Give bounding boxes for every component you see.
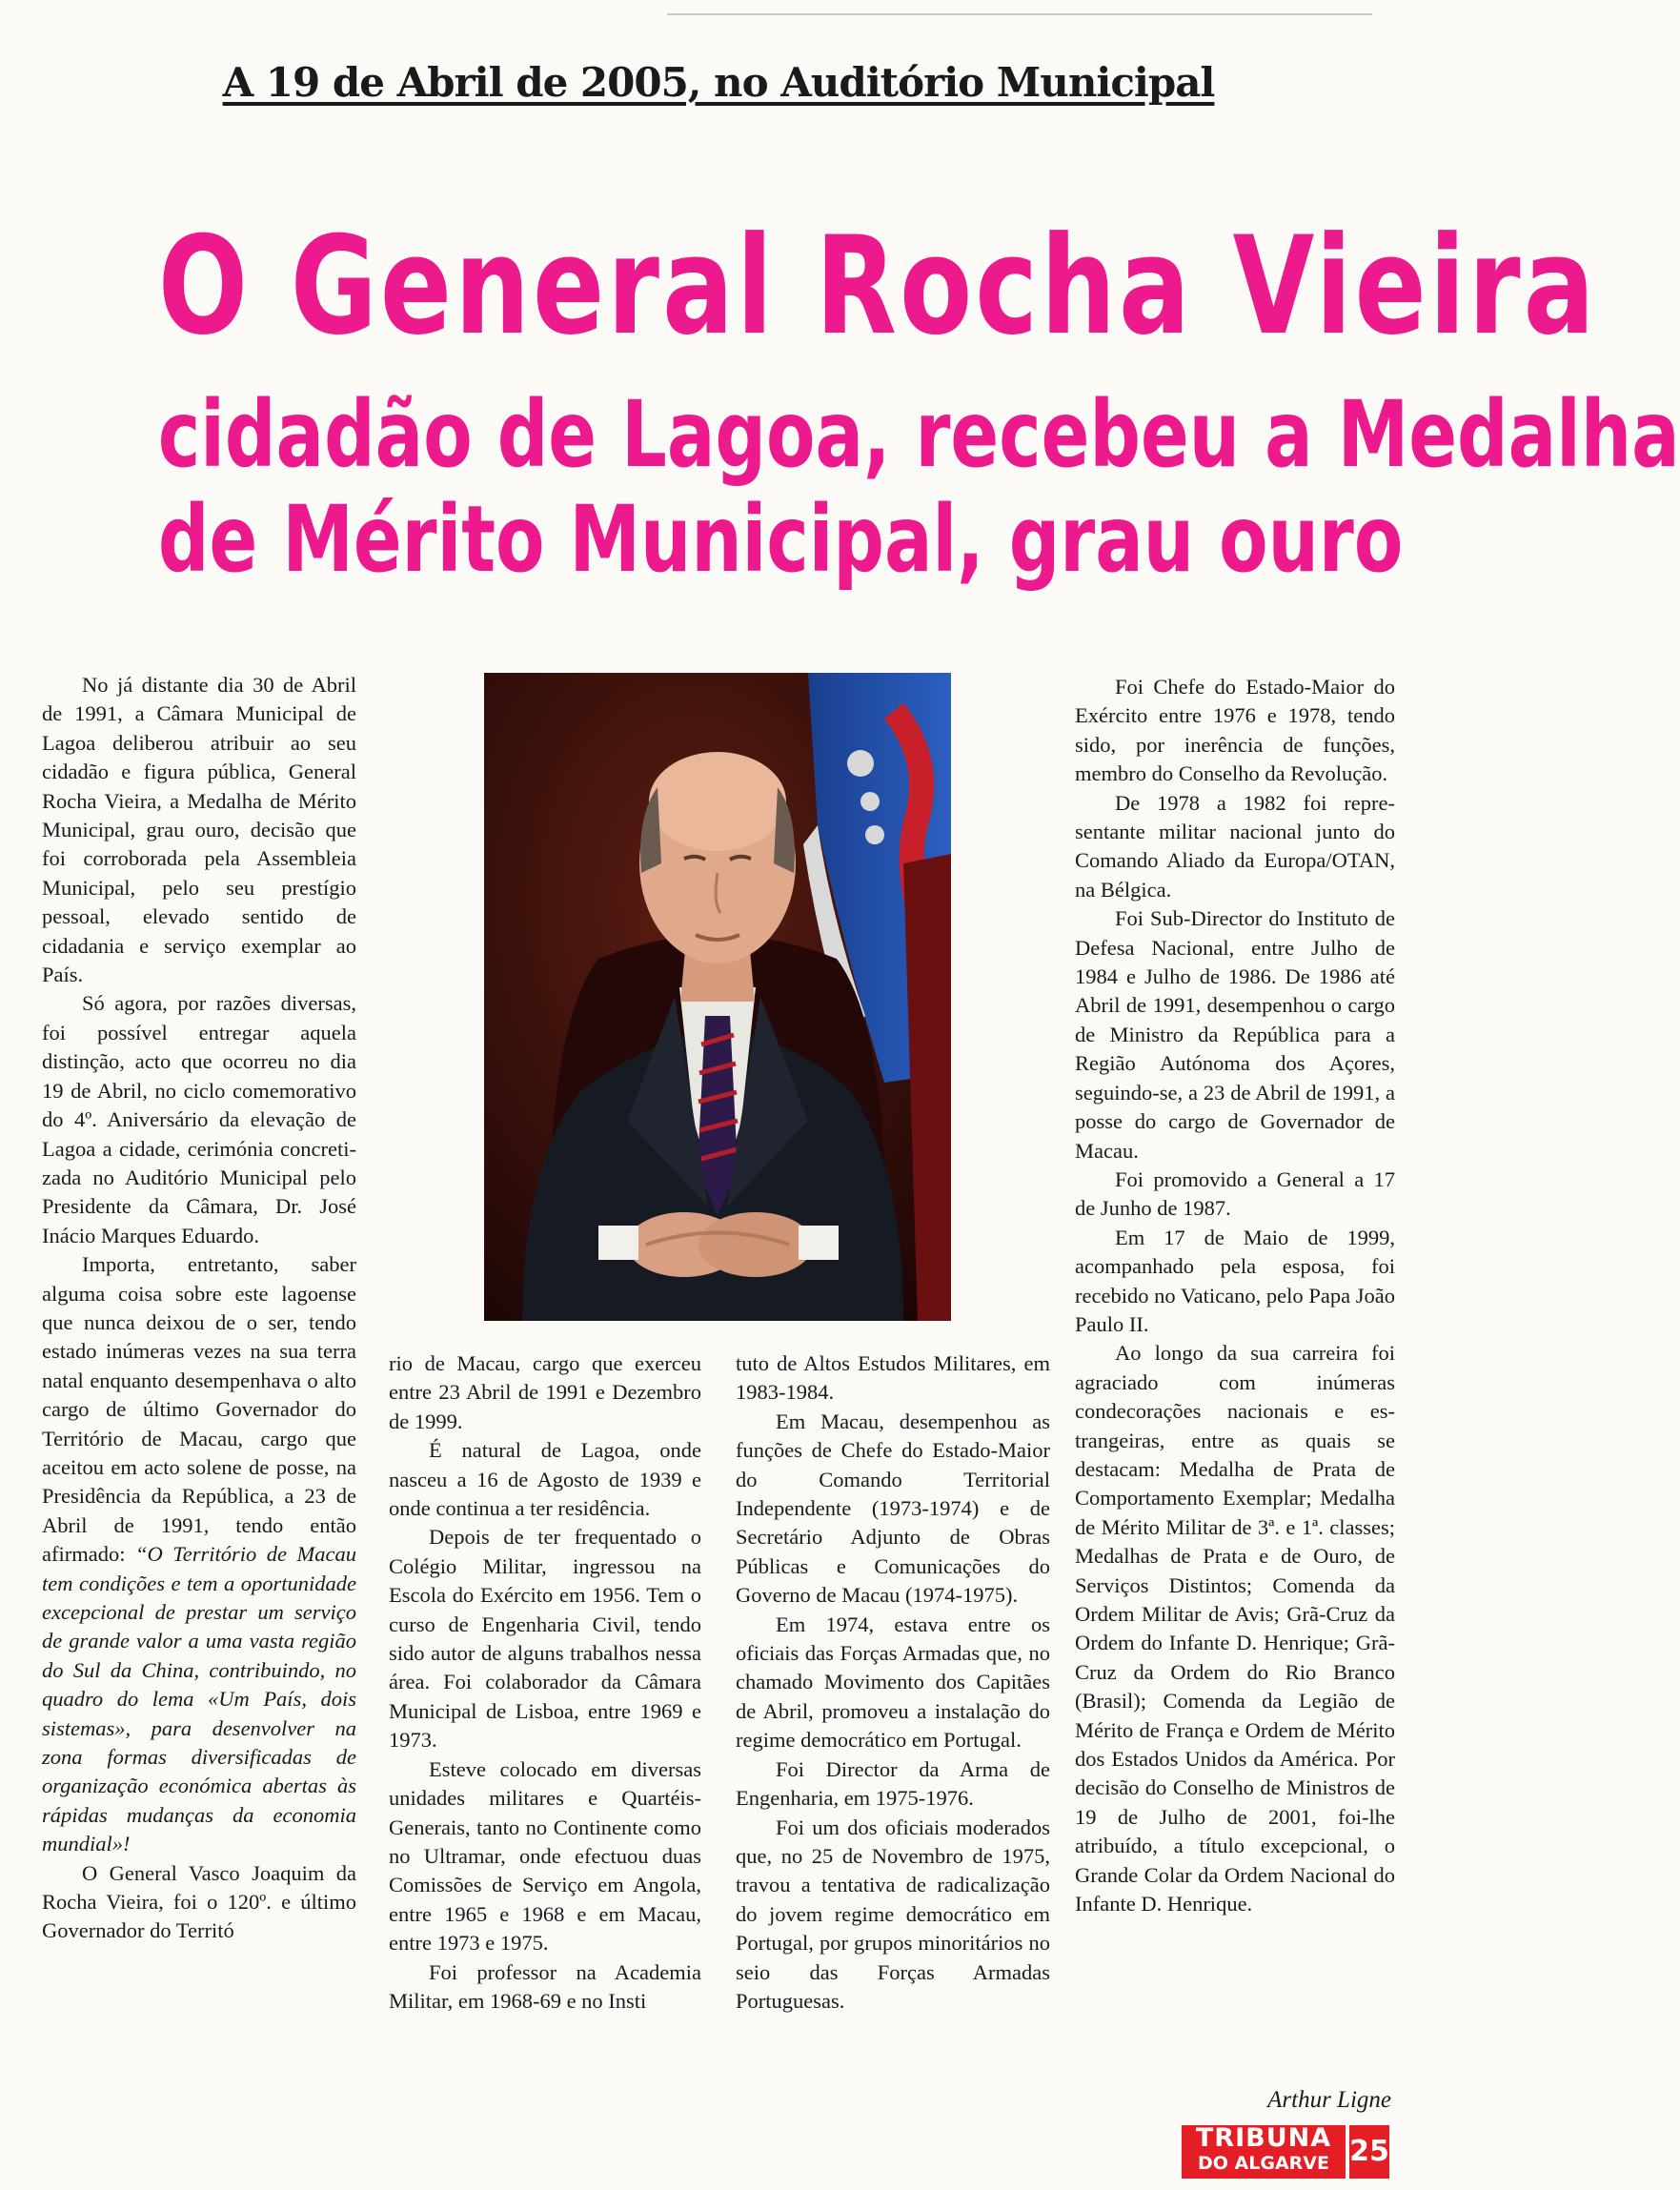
page-number: 25 xyxy=(1349,2125,1389,2179)
paragraph xyxy=(42,1250,356,1859)
paragraph: No já distante dia 30 de Abril de 1991, a Câmara Municipal de Lagoa deliberou atribuir ao seu cidadão e figura pública, General Rocha Vieira, a Medalha de Mérito Municipal, grau ouro, decisão que foi corroborada pela Assembleia Municipal, pelo seu prestígio pessoal, elevado sentido de cidadania e serviço exemplar ao País. xyxy=(42,673,356,987)
paragraph: Só agora, por razões diversas, foi possível entregar aquela distinção, acto que ocorreu no dia 19 de Abril, no ciclo comemorativo do 4º. Aniversário da elevação de Lagoa a cidade, cerimónia concretizada no Auditório Municipal pelo Presidente da Câmara, Dr. José Inácio Marques Eduardo. xyxy=(42,991,356,1247)
headline-line-1: O General Rocha Vieira xyxy=(157,208,1598,365)
paragraph: Ao longo da sua carreira foi agraciado com inúmeras condecorações nacionais e estrangeiras, entre as quais se destacam: Medalha de Prata de Comportamento Exemplar; Medalha de Mérito Militar de 3ª. e 1ª. classes; Medalhas de Prata e de Ouro, de Serviços Distintos; Comenda da Ordem Militar de Avis; Grã-Cruz da Ordem do Infante D. Henrique; Grã-Cruz da Ordem do Rio Branco (Brasil); Comenda da Legião de Mérito de França e Ordem de Mérito dos Estados Unidos da América. Por decisão do Conselho de Ministros de 19 de Julho de 2001, foi-lhe atribuído, a título excepcional, o Grande Colar da Ordem Nacional do Infante D. Henrique. xyxy=(1075,1341,1395,1916)
paragraph: O General Vasco Joaquim da Rocha Vieira, foi o 120º. e último Governador do Territó xyxy=(42,1860,356,1943)
paragraph: Em 17 de Maio de 1999, acompanhado pela esposa, foi recebido no Vaticano, pelo Papa João Paulo II. xyxy=(1075,1225,1395,1336)
byline: Arthur Ligne xyxy=(1267,2087,1391,2113)
paragraph: rio de Macau, cargo que exerceu entre 23 Abril de 1991 e Dezembro de 1999. xyxy=(389,1351,701,1433)
paragraph: Foi Director da Arma de Engenharia, em 1975-1976. xyxy=(736,1756,1050,1811)
paragraph: Foi Sub-Director do Instituto de Defesa Nacional, entre Julho de 1984 e Julho de 1986. De 1986 até Abril de 1991, desempenhou o cargo de Ministro da República para a Região Autónoma dos Açores, seguindo-se, a 23 de Abril de 1991, a posse do cargo de Governador de Macau. xyxy=(1075,906,1395,1163)
paragraph: Foi Chefe do Estado-Maior do Exército entre 1976 e 1978, tendo sido, por inerência de funções, membro do Conselho da Revolução. xyxy=(1075,675,1395,786)
paragraph: Foi professor na Academia Militar, em 1968-69 e no Insti xyxy=(389,1959,701,2013)
paragraph: Foi um dos oficiais moderados que, no 25 de Novembro de 1975, travou a tentativa de radicalização do jovem regime democrático em Portugal, por grupos minoritários no seio das Forças Armadas Portuguesas. xyxy=(736,1815,1050,2013)
paragraph-text: Importa, entretanto, saber alguma coisa sobre este lagoense que nunca deixou de o ser, tendo estado inúmeras vezes na sua terra natal enquanto desempenhava o alto cargo de último Governador do Território de Macau, cargo que aceitou em acto solene de posse, na Presidência da República, a 23 de Abril de 1991, tendo então afirmado: xyxy=(42,1252,356,1567)
article-column-2 xyxy=(389,1349,701,2016)
article-column-1 xyxy=(42,671,356,1946)
paragraph: Foi promovido a General a 17 de Junho de 1987. xyxy=(1075,1166,1395,1221)
paragraph: De 1978 a 1982 foi representante militar nacional junto do Comando Aliado da Europa/OTAN, na Bélgica. xyxy=(1075,790,1395,902)
logo-line-1: TRIBUNA xyxy=(1195,2123,1332,2153)
headline-line-2: cidadão de Lagoa, recebeu a Medalha xyxy=(157,381,1680,488)
paragraph: Depois de ter frequentado o Colégio Militar, ingressou na Escola do Exército em 1956. Tem o curso de Engenharia Civil, tendo sido autor de alguns trabalhos nessa área. Foi colaborador da Câmara Municipal de Lisboa, entre 1969 e 1973. xyxy=(389,1525,701,1753)
top-rule xyxy=(667,13,1372,15)
article-column-4 xyxy=(1075,673,1395,1918)
paragraph: Esteve colocado em diversas unidades militares e Quartéis-Generais, tanto no Continente como no Ultramar, onde efectuou duas Comissões de Serviço em Angola, entre 1965 e 1968 e em Macau, entre 1973 e 1975. xyxy=(389,1756,701,1956)
paragraph: Em 1974, estava entre os oficiais das Forças Armadas que, no chamado Movimento dos Capitães de Abril, promoveu a instalação do regime democrático em Portugal. xyxy=(736,1612,1050,1753)
portrait-photo xyxy=(484,673,951,1321)
quote: “O Território de Macau tem condições e tem a oportunidade excepcional de prestar um serviço de grande valor a uma vasta região do Sul da China, contribuindo, no quadro do lema «Um País, dois sistemas», para desenvolver na zona formas diversificadas de organização económica abertas às rápidas mudanças da economia mundial»! xyxy=(42,1542,357,1856)
logo-line-2: DO ALGARVE xyxy=(1198,2153,1329,2174)
paragraph: Em Macau, desempenhou as funções de Chefe do Estado-Maior do Comando Territorial Independente (1973-1974) e de Secretário Adjunto de Obras Públicas e Comunicações do Governo de Macau (1974-1975). xyxy=(736,1409,1050,1608)
paragraph: tuto de Altos Estudos Militares, em 1983-1984. xyxy=(736,1351,1050,1405)
tribuna-do-algarve-logo xyxy=(1182,2125,1389,2179)
portrait-illustration xyxy=(484,673,951,1321)
logo-name xyxy=(1182,2125,1346,2179)
kicker: A 19 de Abril de 2005, no Auditório Municipal xyxy=(222,59,1215,106)
headline-line-3: de Mérito Municipal, grau ouro xyxy=(157,486,1404,593)
paragraph: É natural de Lagoa, onde nasceu a 16 de Agosto de 1939 e onde continua a ter residência. xyxy=(389,1438,701,1521)
article-column-3 xyxy=(736,1349,1050,2016)
